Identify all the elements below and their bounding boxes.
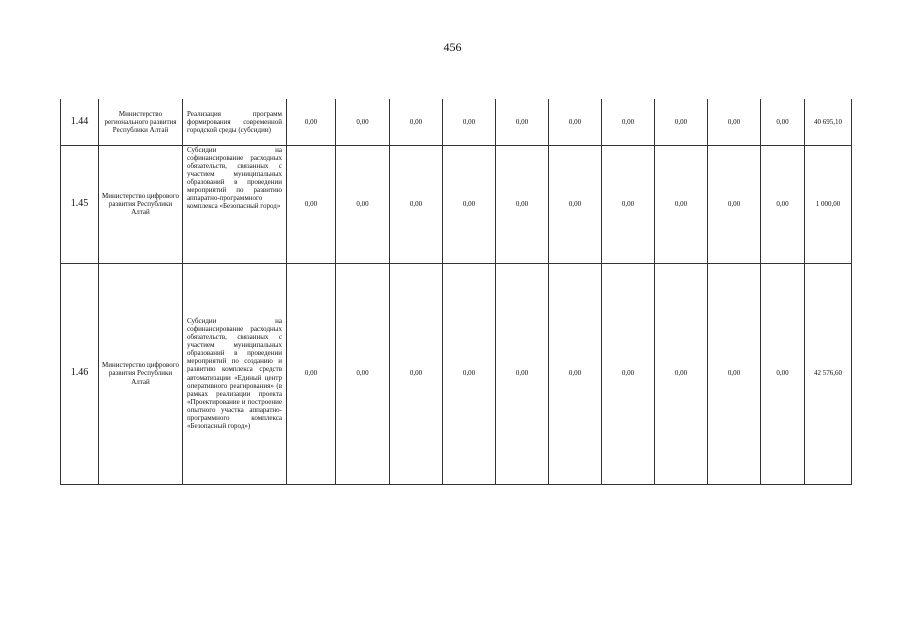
value-cell: 0,00	[761, 145, 805, 263]
table-row	[61, 145, 852, 263]
value-cell: 0,00	[602, 99, 655, 145]
value-cell: 0,00	[761, 263, 805, 484]
value-cell: 0,00	[602, 145, 655, 263]
value-cell: 0,00	[336, 99, 390, 145]
value-cell: 0,00	[549, 145, 602, 263]
value-cell: 0,00	[287, 99, 336, 145]
page-number: 456	[443, 40, 462, 54]
budget-table	[60, 99, 852, 485]
value-cell: 0,00	[602, 263, 655, 484]
value-cell: 0,00	[390, 263, 443, 484]
value-cell: 0,00	[549, 263, 602, 484]
responsible-org: Министерство цифрового развития Республики Алтай	[99, 145, 183, 263]
table-row	[61, 263, 852, 484]
measure-description: Субсидии на софинансирование расходных обязательств, связанных с участием муниципальных образований в проведении мероприятий по созданию и развитию комплекса средств автоматизации «Единый центр оперативного реагирования» (в рамках реализации проекта «Проектирование и построение опытного участка аппаратно-программного комплекса «Безопасный город»)	[183, 263, 287, 484]
value-cell: 0,00	[708, 145, 761, 263]
value-cell: 0,00	[443, 263, 496, 484]
value-cell: 0,00	[336, 263, 390, 484]
row-number: 1.45	[61, 145, 99, 263]
value-cell: 0,00	[496, 99, 549, 145]
row-number: 1.44	[61, 99, 99, 145]
total-cell: 40 695,10	[805, 99, 852, 145]
total-cell: 42 576,60	[805, 263, 852, 484]
value-cell: 0,00	[443, 145, 496, 263]
value-cell: 0,00	[336, 145, 390, 263]
value-cell: 0,00	[761, 99, 805, 145]
value-cell: 0,00	[287, 145, 336, 263]
value-cell: 0,00	[708, 99, 761, 145]
responsible-org: Министерство регионального развития Республики Алтай	[99, 99, 183, 145]
value-cell: 0,00	[655, 99, 708, 145]
value-cell: 0,00	[708, 263, 761, 484]
value-cell: 0,00	[390, 145, 443, 263]
value-cell: 0,00	[287, 263, 336, 484]
value-cell: 0,00	[496, 145, 549, 263]
measure-description: Реализация программ формирования современной городской среды (субсидии)	[183, 99, 287, 145]
table-row	[61, 99, 852, 145]
value-cell: 0,00	[655, 263, 708, 484]
responsible-org: Министерство цифрового развития Республики Алтай	[99, 263, 183, 484]
value-cell: 0,00	[390, 99, 443, 145]
value-cell: 0,00	[655, 145, 708, 263]
measure-description: Субсидии на софинансирование расходных обязательств, связанных с участием муниципальных образований в проведении мероприятий по развитию аппаратно-программного комплекса «Безопасный город»	[183, 145, 287, 263]
total-cell: 1 000,00	[805, 145, 852, 263]
row-number: 1.46	[61, 263, 99, 484]
value-cell: 0,00	[549, 99, 602, 145]
value-cell: 0,00	[443, 99, 496, 145]
value-cell: 0,00	[496, 263, 549, 484]
